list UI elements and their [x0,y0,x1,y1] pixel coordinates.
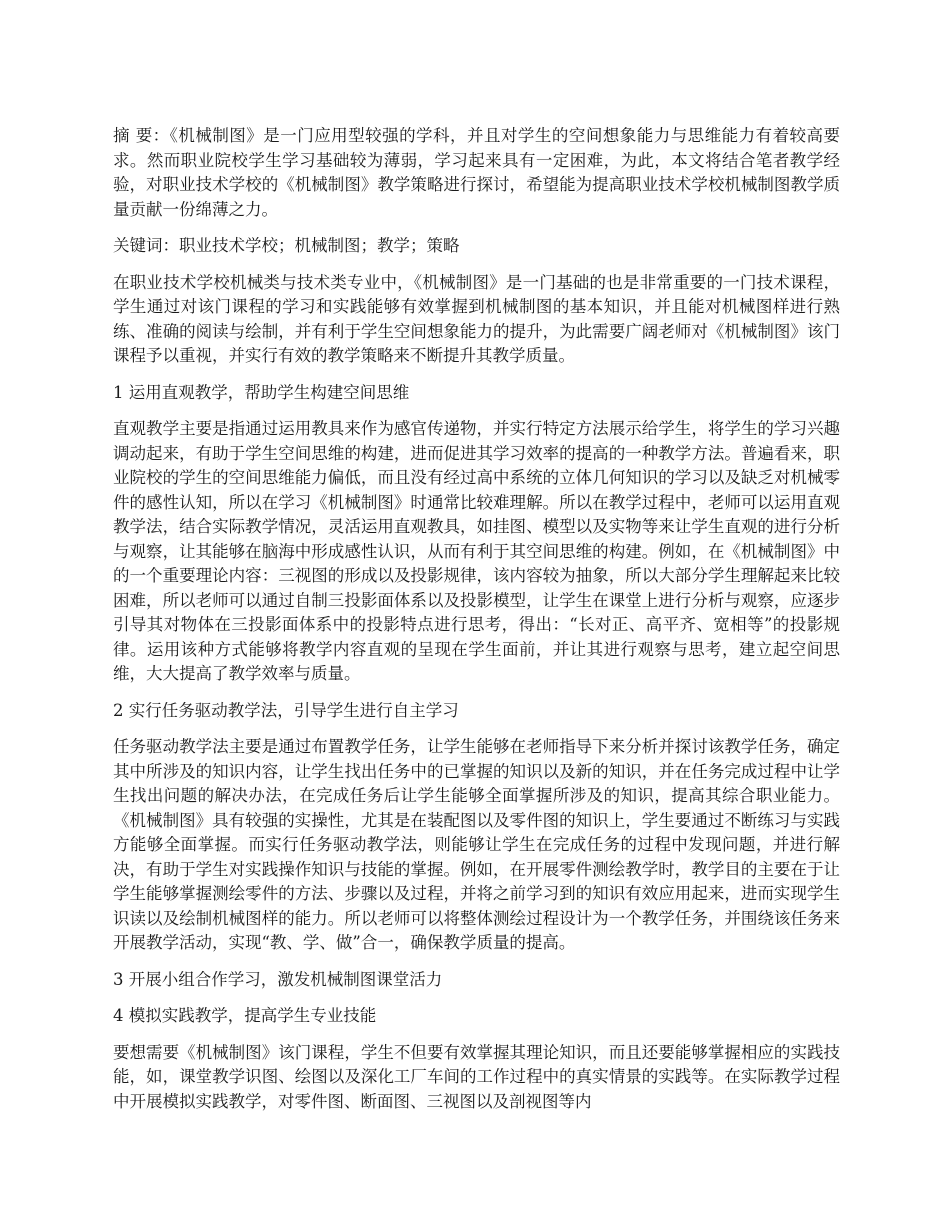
document-page [113,124,840,1126]
section-1-body: 直观教学主要是指通过运用教具来作为感官传递物，并实行特定方法展示给学生，将学生的学习兴趣调动起来，有助于学生空间思维的构建，进而促进其学习效率的提高的一种教学方法。普遍看来，职业院校的学生的空间思维能力偏低，而且没有经过高中系统的立体几何知识的学习以及缺乏对机械零件的感性认知，所以在学习《机械制图》时通常比较难理解。所以在教学过程中，老师可以运用直观教学法，结合实际教学情况，灵活运用直观教具，如挂图、模型以及实物等来让学生直观的进行分析与观察，让其能够在脑海中形成感性认识，从而有利于其空间思维的构建。例如，在《机械制图》中的一个重要理论内容：三视图的形成以及投影规律，该内容较为抽象，所以大部分学生理解起来比较困难，所以老师可以通过自制三投影面体系以及投影模型，让学生在课堂上进行分析与观察，应逐步引导其对物体在三投影面体系中的投影特点进行思考，得出：“长对正、高平齐、宽相等”的投影规律。运用该种方式能够将教学内容直观的呈现在学生面前，并让其进行观察与思考，建立起空间思维，大大提高了教学效率与质量。 [113,419,840,683]
keywords-paragraph: 关键词：职业技术学校；机械制图；教学；策略 [113,236,460,255]
section-3-heading: 3 开展小组合作学习，激发机械制图课堂活力 [113,969,443,989]
section-4-body: 要想需要《机械制图》该门课程，学生不但要有效掌握其理论知识，而且还要能够掌握相应的实践技能，如，课堂教学识图、绘图以及深化工厂车间的工作过程中的真实情景的实践等。在实际教学过程中开展模拟实践教学，对零件图、断面图、三视图以及剖视图等内 [113,1042,840,1111]
abstract-paragraph: 摘 要：《机械制图》是一门应用型较强的学科，并且对学生的空间想象能力与思维能力有着较高要求。然而职业院校学生学习基础较为薄弱，学习起来具有一定困难，为此，本文将结合笔者教学经验，对职业技术学校的《机械制图》教学策略进行探讨，希望能为提高职业技术学校机械制图教学质量贡献一份绵薄之力。 [113,126,840,219]
section-2-body: 任务驱动教学法主要是通过布置教学任务，让学生能够在老师指导下来分析并探讨该教学任务，确定其中所涉及的知识内容，让学生找出任务中的已掌握的知识以及新的知识，并在任务完成过程中让学生找出问题的解决办法，在完成任务后让学生能够全面掌握所涉及的知识，提高其综合职业能力。《机械制图》具有较强的实操性，尤其是在装配图以及零件图的知识上，学生要通过不断练习与实践方能够全面掌握。而实行任务驱动教学法，则能够让学生在完成任务的过程中发现问题，并进行解决，有助于学生对实践操作知识与技能的掌握。例如，在开展零件测绘教学时，教学目的主要在于让学生能够掌握测绘零件的方法、步骤以及过程，并将之前学习到的知识有效应用起来，进而实现学生识读以及绘制机械图样的能力。所以老师可以将整体测绘过程设计为一个教学任务，并围绕该任务来开展教学活动，实现“教、学、做”合一，确保教学质量的提高。 [113,737,840,952]
section-1-heading: 1 运用直观教学，帮助学生构建空间思维 [113,382,410,402]
intro-paragraph: 在职业技术学校机械类与技术类专业中，《机械制图》是一门基础的也是非常重要的一门技术课程，学生通过对该门课程的学习和实践能够有效掌握到机械制图的基本知识，并且能对机械图样进行熟练、准确的阅读与绘制，并有利于学生空间想象能力的提升，为此需要广阔老师对《机械制图》该门课程予以重视，并实行有效的教学策略来不断提升其教学质量。 [113,272,840,365]
section-2-heading: 2 实行任务驱动教学法，引导学生进行自主学习 [113,700,459,720]
section-4-heading: 4 模拟实践教学，提高学生专业技能 [113,1006,377,1025]
